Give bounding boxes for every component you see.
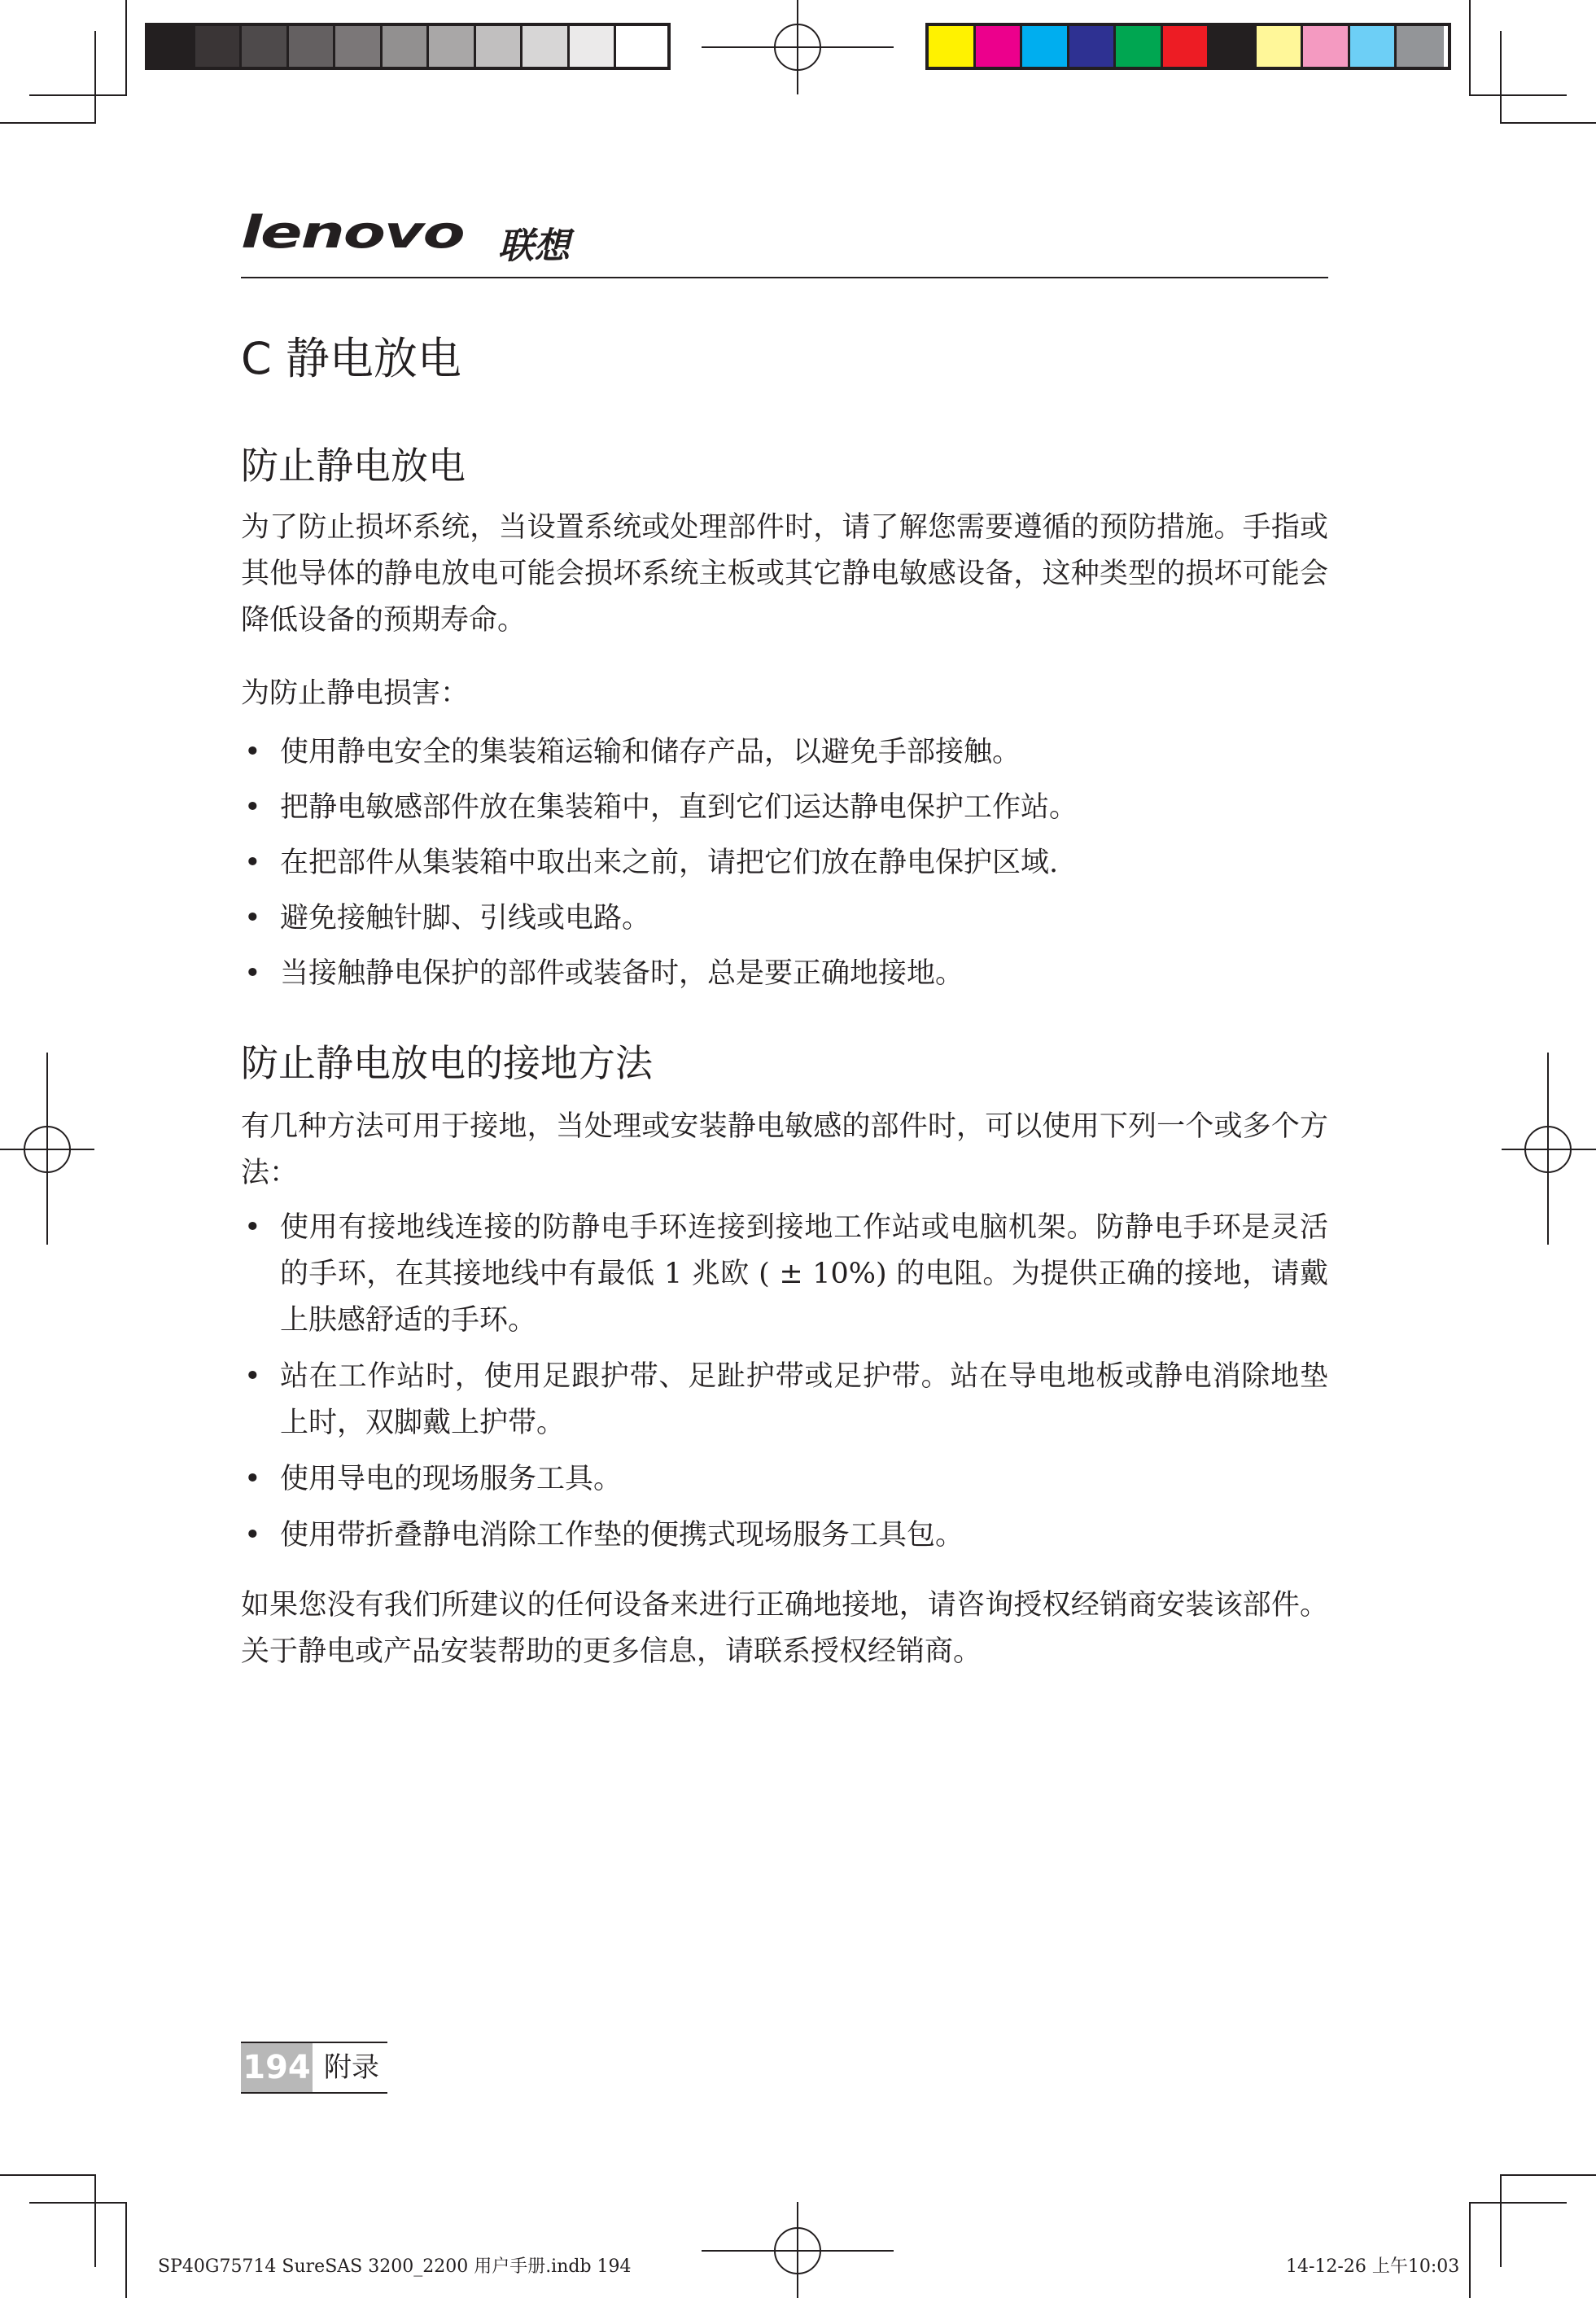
registration-target-icon <box>774 2227 821 2274</box>
list-item: • 使用带折叠静电消除工作垫的便携式现场服务工具包。 <box>241 1512 1328 1559</box>
list-item: • 避免接触针脚、引线或电路。 <box>241 895 1328 942</box>
color-swatch <box>1303 26 1350 67</box>
section2-intro: 有几种方法可用于接地，当处理或安装静电敏感的部件时，可以使用下列一个或多个方法： <box>241 1110 1328 1189</box>
section1-intro: 为了防止损坏系统，当设置系统或处理部件时，请了解您需要遵循的预防措施。手指或其他导体的静电放电可能会损坏系统主板或其它静电敏感设备，这种类型的损坏可能会降低设备的预期寿命。 <box>241 511 1328 637</box>
process-color-bar <box>925 23 1451 70</box>
color-swatch <box>148 26 195 67</box>
section-title-prevent-esd: 防止静电放电 <box>241 444 466 488</box>
color-swatch <box>1163 26 1210 67</box>
list-item: • 使用导电的现场服务工具。 <box>241 1456 1328 1503</box>
lenovo-logo-chinese: 联想 <box>498 225 570 267</box>
color-swatch <box>929 26 976 67</box>
color-swatch <box>1350 26 1397 67</box>
color-swatch <box>1397 26 1444 67</box>
color-swatch <box>976 26 1023 67</box>
color-swatch <box>523 26 570 67</box>
header-rule <box>241 277 1328 278</box>
page-footer-box <box>241 2042 387 2094</box>
color-swatch <box>289 26 336 67</box>
list-item: • 当接触静电保护的部件或装备时，总是要正确地接地。 <box>241 951 1328 997</box>
section1-bullet-list <box>241 729 1328 997</box>
page-number: 194 <box>241 2043 313 2092</box>
list-item: • 在把部件从集装箱中取出来之前，请把它们放在静电保护区域. <box>241 840 1328 886</box>
color-swatch <box>570 26 617 67</box>
color-swatch <box>242 26 289 67</box>
section1-lead: 为防止静电损害： <box>241 677 470 710</box>
list-item: • 把静电敏感部件放在集装箱中，直到它们运达静电保护工作站。 <box>241 785 1328 831</box>
footer-section-label: 附录 <box>324 2051 379 2084</box>
lenovo-logo: lenovo <box>241 205 464 259</box>
section-title-grounding-methods: 防止静电放电的接地方法 <box>241 1041 653 1085</box>
grayscale-color-bar <box>145 23 671 70</box>
list-item: • 使用静电安全的集装箱运输和储存产品，以避免手部接触。 <box>241 729 1328 776</box>
color-swatch <box>1022 26 1069 67</box>
color-swatch <box>616 26 663 67</box>
chapter-title: C 静电放电 <box>241 333 461 384</box>
color-swatch <box>476 26 523 67</box>
print-slug-timestamp: 14-12-26 上午10:03 <box>1286 2256 1460 2277</box>
color-swatch <box>1209 26 1257 67</box>
color-swatch <box>1069 26 1117 67</box>
section2-bullet-list <box>241 1205 1328 1559</box>
color-swatch <box>1116 26 1163 67</box>
color-swatch <box>195 26 243 67</box>
color-swatch <box>383 26 430 67</box>
section2-closing: 如果您没有我们所建议的任何设备来进行正确地接地，请咨询授权经销商安装该部件。关于静电或产品安装帮助的更多信息，请联系授权经销商。 <box>241 1589 1328 1668</box>
color-swatch <box>429 26 476 67</box>
registration-target-icon <box>1524 1126 1572 1173</box>
color-swatch <box>335 26 383 67</box>
registration-target-icon <box>774 24 821 71</box>
color-swatch <box>1257 26 1304 67</box>
list-item: • 使用有接地线连接的防静电手环连接到接地工作站或电脑机架。防静电手环是灵活的手环，在其接地线中有最低 1 兆欧 ( ± 10%) 的电阻。为提供正确的接地，请戴上肤感舒适的手环。 <box>241 1205 1328 1344</box>
list-item: • 站在工作站时，使用足跟护带、足趾护带或足护带。站在导电地板或静电消除地垫上时，双脚戴上护带。 <box>241 1354 1328 1447</box>
print-slug-filename: SP40G75714 SureSAS 3200_2200 用户手册.indb 194 <box>158 2256 632 2277</box>
registration-target-icon <box>24 1126 71 1173</box>
